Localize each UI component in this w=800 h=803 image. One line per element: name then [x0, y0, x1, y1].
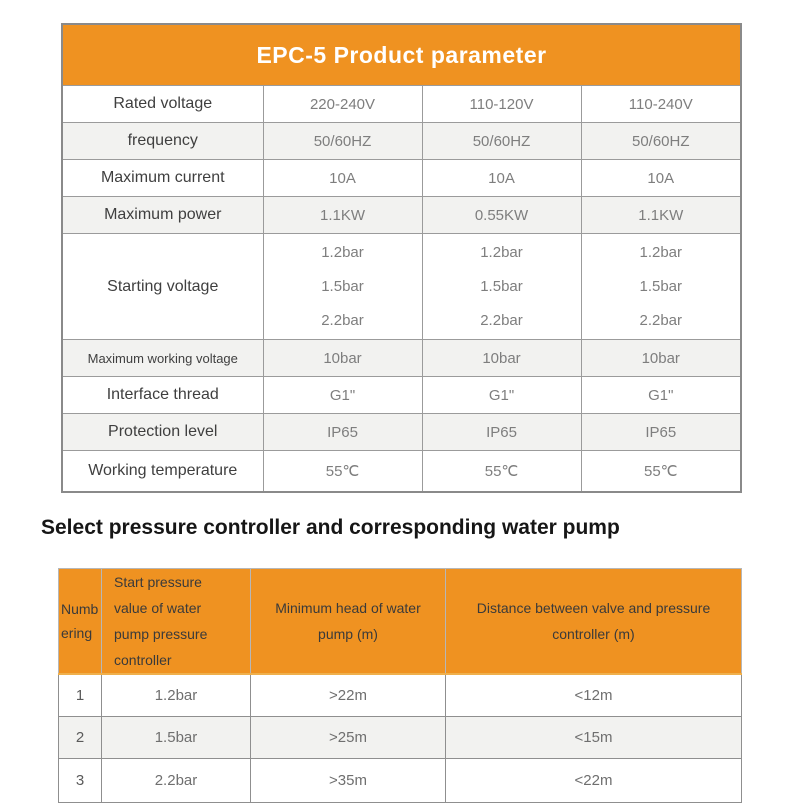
cell-value: 1.1KW — [263, 197, 422, 234]
cell-value: 10bar — [263, 340, 422, 377]
cell-value: 10A — [263, 160, 422, 197]
table-row — [62, 451, 741, 492]
table-row — [62, 197, 741, 234]
section-heading: Select pressure controller and corresponding water pump — [41, 516, 620, 539]
cell-value: IP65 — [422, 414, 581, 451]
cell-value: 1.2bar — [639, 243, 683, 261]
cell-minimum-head: >25m — [251, 717, 446, 759]
table-row-starting-voltage — [62, 234, 741, 340]
cell-value-list — [422, 234, 581, 340]
table-row — [62, 340, 741, 377]
cell-value: IP65 — [581, 414, 741, 451]
cell-start-pressure: 1.5bar — [102, 717, 251, 759]
row-label: Maximum current — [62, 160, 263, 197]
cell-value: G1" — [422, 377, 581, 414]
cell-value: IP65 — [263, 414, 422, 451]
cell-value: 2.2bar — [321, 311, 364, 329]
cell-value: 1.2bar — [480, 243, 523, 261]
cell-value: 50/60HZ — [422, 123, 581, 160]
cell-value: 1.5bar — [480, 277, 523, 295]
cell-number: 3 — [59, 759, 102, 803]
row-label: Working temperature — [62, 451, 263, 492]
cell-value: 55℃ — [422, 451, 581, 492]
cell-value: 2.2bar — [639, 311, 683, 329]
cell-value: G1" — [263, 377, 422, 414]
cell-value: 2.2bar — [480, 311, 523, 329]
table-row — [62, 414, 741, 451]
cell-value: 220-240V — [263, 86, 422, 123]
cell-number: 1 — [59, 674, 102, 717]
table-row — [59, 674, 742, 717]
cell-distance: <15m — [446, 717, 742, 759]
row-label: Starting voltage — [62, 234, 263, 340]
column-header-distance: Distance between valve and pressure controller (m) — [446, 569, 742, 675]
cell-value: G1" — [581, 377, 741, 414]
row-label: Protection level — [62, 414, 263, 451]
cell-value: 1.2bar — [321, 243, 364, 261]
row-label: frequency — [62, 123, 263, 160]
table2-header-row — [59, 569, 742, 675]
table-row — [62, 377, 741, 414]
table-header-row — [62, 24, 741, 86]
column-header-numbering: Numbering — [59, 569, 102, 675]
cell-value: 55℃ — [581, 451, 741, 492]
table-row — [62, 160, 741, 197]
row-label: Maximum working voltage — [62, 340, 263, 377]
pressure-controller-table — [58, 568, 742, 803]
cell-value: 55℃ — [263, 451, 422, 492]
table-row — [62, 86, 741, 123]
cell-distance: <22m — [446, 759, 742, 803]
cell-value-list — [263, 234, 422, 340]
cell-minimum-head: >22m — [251, 674, 446, 717]
cell-value: 10A — [422, 160, 581, 197]
product-parameter-table — [61, 23, 742, 493]
cell-start-pressure: 1.2bar — [102, 674, 251, 717]
cell-value: 10bar — [422, 340, 581, 377]
cell-value: 10bar — [581, 340, 741, 377]
column-header-start-pressure: Start pressure value of water pump pressure controller — [102, 569, 251, 675]
cell-value: 0.55KW — [422, 197, 581, 234]
table-row — [59, 717, 742, 759]
column-header-minimum-head: Minimum head of water pump (m) — [251, 569, 446, 675]
cell-number: 2 — [59, 717, 102, 759]
product-parameter-title: EPC-5 Product parameter — [62, 24, 741, 86]
cell-start-pressure: 2.2bar — [102, 759, 251, 803]
row-label: Maximum power — [62, 197, 263, 234]
cell-value: 10A — [581, 160, 741, 197]
cell-minimum-head: >35m — [251, 759, 446, 803]
cell-value: 50/60HZ — [263, 123, 422, 160]
cell-value: 1.1KW — [581, 197, 741, 234]
cell-value-list — [581, 234, 741, 340]
cell-value: 1.5bar — [639, 277, 683, 295]
cell-value: 110-120V — [422, 86, 581, 123]
row-label: Rated voltage — [62, 86, 263, 123]
row-label: Interface thread — [62, 377, 263, 414]
cell-value: 110-240V — [581, 86, 741, 123]
cell-value: 50/60HZ — [581, 123, 741, 160]
cell-distance: <12m — [446, 674, 742, 717]
table-row — [59, 759, 742, 803]
table-row — [62, 123, 741, 160]
cell-value: 1.5bar — [321, 277, 364, 295]
